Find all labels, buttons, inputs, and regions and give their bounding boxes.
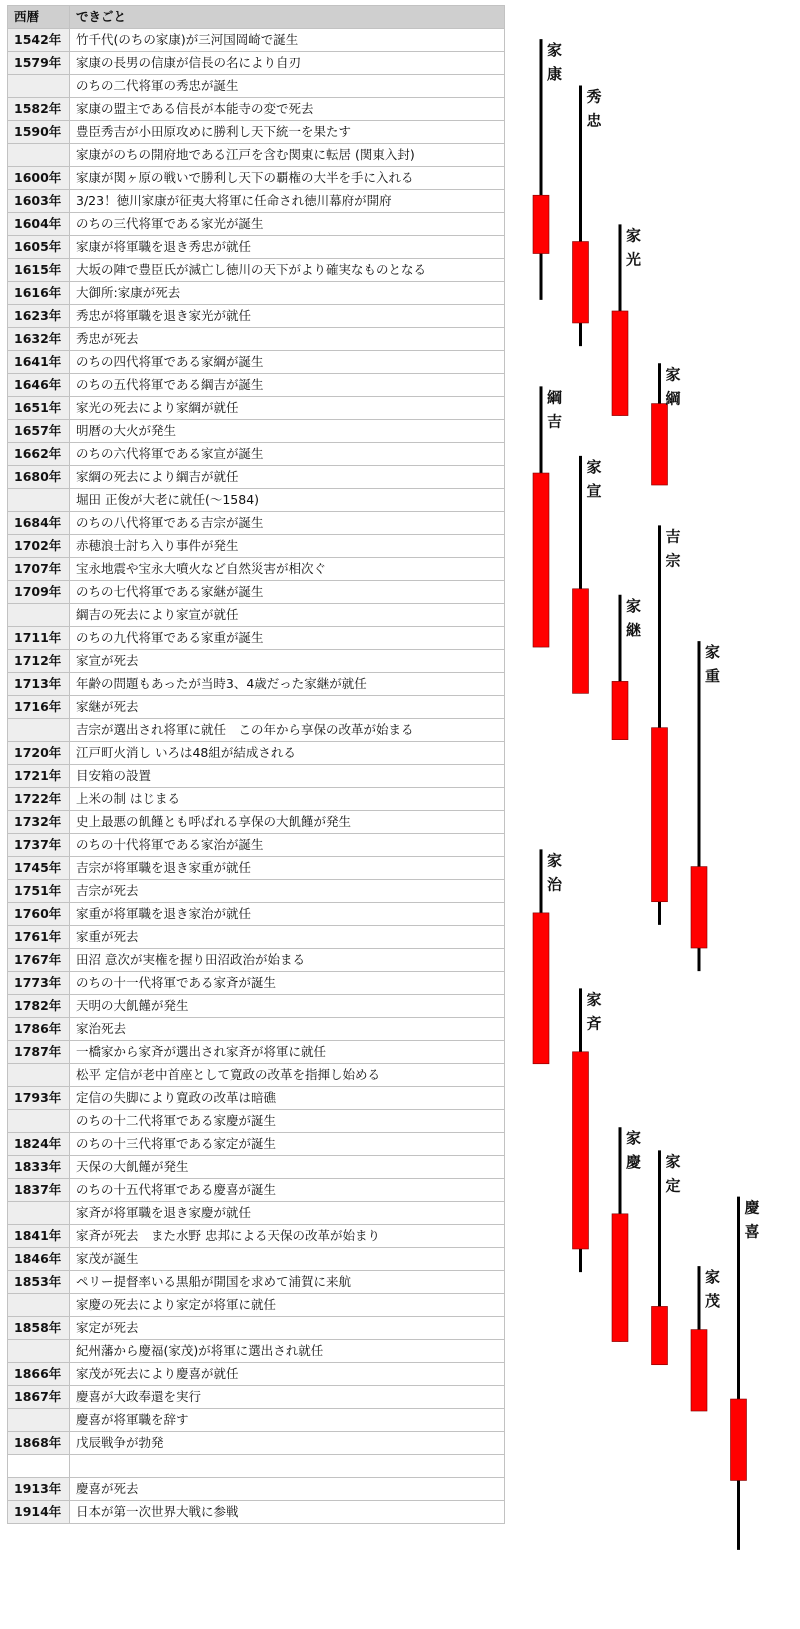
table-row bbox=[8, 627, 505, 650]
table-row bbox=[8, 512, 505, 535]
year-cell: 1590年 bbox=[8, 121, 70, 144]
table-row bbox=[8, 1409, 505, 1432]
year-cell: 1761年 bbox=[8, 926, 70, 949]
table-row bbox=[8, 1041, 505, 1064]
event-cell: 慶喜が将軍職を辞す bbox=[70, 1409, 505, 1432]
year-cell: 1623年 bbox=[8, 305, 70, 328]
shogun-name-label: 治 bbox=[547, 875, 563, 894]
table-row bbox=[8, 834, 505, 857]
header-event: できごと bbox=[70, 6, 505, 29]
table-row bbox=[8, 604, 505, 627]
event-cell: のちの五代将軍である綱吉が誕生 bbox=[70, 374, 505, 397]
year-cell: 1858年 bbox=[8, 1317, 70, 1340]
event-cell: 吉宗が将軍職を退き家重が就任 bbox=[70, 857, 505, 880]
shogun-name-label: 茂 bbox=[705, 1292, 721, 1311]
table-row bbox=[8, 489, 505, 512]
shogun-name-label: 家 bbox=[547, 851, 563, 870]
table-row bbox=[8, 1202, 505, 1225]
table-row bbox=[8, 581, 505, 604]
table-row bbox=[8, 259, 505, 282]
shogun-name-label: 家 bbox=[547, 41, 563, 60]
year-cell bbox=[8, 1202, 70, 1225]
year-cell: 1605年 bbox=[8, 236, 70, 259]
year-cell: 1657年 bbox=[8, 420, 70, 443]
shogun-name-label: 家 bbox=[665, 365, 681, 384]
reign-bar bbox=[612, 681, 628, 739]
year-cell: 1914年 bbox=[8, 1500, 70, 1523]
table-row bbox=[8, 1340, 505, 1363]
shogun-name-label: 家 bbox=[665, 1152, 681, 1171]
year-cell: 1632年 bbox=[8, 328, 70, 351]
shogun-name-label: 喜 bbox=[744, 1222, 760, 1241]
year-cell: 1615年 bbox=[8, 259, 70, 282]
reign-bar bbox=[652, 1306, 668, 1364]
event-cell: 天保の大飢饉が発生 bbox=[70, 1156, 505, 1179]
table-row bbox=[8, 420, 505, 443]
table-row bbox=[8, 397, 505, 420]
table-row bbox=[8, 926, 505, 949]
table-row bbox=[8, 1500, 505, 1523]
shogun-name-label: 慶 bbox=[744, 1198, 760, 1217]
event-cell: 史上最悪の飢饉とも呼ばれる享保の大飢饉が発生 bbox=[70, 811, 505, 834]
table-row bbox=[8, 1386, 505, 1409]
shogun-name-label: 宗 bbox=[665, 551, 681, 570]
year-cell bbox=[8, 75, 70, 98]
table-row bbox=[8, 1179, 505, 1202]
shogun-name-label: 家 bbox=[586, 457, 602, 476]
table-header-row bbox=[8, 6, 505, 29]
table-row bbox=[8, 121, 505, 144]
reign-bar bbox=[652, 728, 668, 902]
year-cell bbox=[8, 604, 70, 627]
event-cell: のちの六代将軍である家宣が誕生 bbox=[70, 443, 505, 466]
event-cell: 秀忠が死去 bbox=[70, 328, 505, 351]
table-row bbox=[8, 972, 505, 995]
table-row bbox=[8, 1225, 505, 1248]
year-cell: 1707年 bbox=[8, 558, 70, 581]
shogun-name-label: 定 bbox=[665, 1176, 681, 1195]
year-cell bbox=[8, 144, 70, 167]
shogun-name-label: 継 bbox=[626, 620, 642, 639]
table-row bbox=[8, 466, 505, 489]
event-cell: 家茂が誕生 bbox=[70, 1248, 505, 1271]
event-cell: 家斉が将軍職を退き家慶が就任 bbox=[70, 1202, 505, 1225]
event-cell: 豊臣秀吉が小田原攻めに勝利し天下統一を果たす bbox=[70, 121, 505, 144]
table-row bbox=[8, 719, 505, 742]
table-row bbox=[8, 1156, 505, 1179]
table-row bbox=[8, 1363, 505, 1386]
table-row bbox=[8, 1087, 505, 1110]
table-row bbox=[8, 1133, 505, 1156]
event-cell: 家綱の死去により綱吉が就任 bbox=[70, 466, 505, 489]
year-cell bbox=[8, 1064, 70, 1087]
event-cell: 家康の盟主である信長が本能寺の変で死去 bbox=[70, 98, 505, 121]
year-cell: 1579年 bbox=[8, 52, 70, 75]
event-cell: 家重が死去 bbox=[70, 926, 505, 949]
shogun-name-label: 忠 bbox=[586, 111, 602, 130]
shogun-name-label: 吉 bbox=[547, 412, 563, 431]
reign-bar bbox=[533, 913, 549, 1064]
reign-bar bbox=[533, 473, 549, 647]
shogun-name-label: 斉 bbox=[586, 1014, 602, 1033]
table-row bbox=[8, 305, 505, 328]
year-cell: 1542年 bbox=[8, 29, 70, 52]
year-cell: 1720年 bbox=[8, 742, 70, 765]
event-cell: 大坂の陣で豊臣氏が滅亡し徳川の天下がより確実なものとなる bbox=[70, 259, 505, 282]
table-row bbox=[8, 443, 505, 466]
year-cell: 1716年 bbox=[8, 696, 70, 719]
year-cell: 1867年 bbox=[8, 1386, 70, 1409]
event-cell: 3/23！徳川家康が征夷大将軍に任命され徳川幕府が開府 bbox=[70, 190, 505, 213]
table-row bbox=[8, 190, 505, 213]
year-cell bbox=[8, 1110, 70, 1133]
event-cell: ペリー提督率いる黒船が開国を求めて浦賀に来航 bbox=[70, 1271, 505, 1294]
event-cell: 家治死去 bbox=[70, 1018, 505, 1041]
shogun-name-label: 秀 bbox=[586, 87, 602, 106]
event-cell: のちの七代将軍である家継が誕生 bbox=[70, 581, 505, 604]
event-cell: 吉宗が死去 bbox=[70, 880, 505, 903]
event-cell: 家康が将軍職を退き秀忠が就任 bbox=[70, 236, 505, 259]
year-cell bbox=[8, 489, 70, 512]
event-cell: 大御所:家康が死去 bbox=[70, 282, 505, 305]
event-cell: 堀田 正俊が大老に就任(〜1584) bbox=[70, 489, 505, 512]
year-cell: 1732年 bbox=[8, 811, 70, 834]
reign-bar bbox=[691, 867, 707, 948]
year-cell bbox=[8, 1294, 70, 1317]
event-cell: 明暦の大火が発生 bbox=[70, 420, 505, 443]
header-year: 西暦 bbox=[8, 6, 70, 29]
event-cell: のちの十三代将軍である家定が誕生 bbox=[70, 1133, 505, 1156]
table-row bbox=[8, 351, 505, 374]
event-cell: 赤穂浪士討ち入り事件が発生 bbox=[70, 535, 505, 558]
event-cell: 家斉が死去 また水野 忠邦による天保の改革が始まり bbox=[70, 1225, 505, 1248]
event-cell: のちの四代将軍である家綱が誕生 bbox=[70, 351, 505, 374]
shogun-name-label: 吉 bbox=[665, 527, 681, 546]
table-row bbox=[8, 213, 505, 236]
year-cell: 1793年 bbox=[8, 1087, 70, 1110]
year-cell: 1751年 bbox=[8, 880, 70, 903]
year-cell bbox=[8, 719, 70, 742]
event-cell: のちの九代将軍である家重が誕生 bbox=[70, 627, 505, 650]
year-cell bbox=[8, 1455, 70, 1478]
year-cell: 1833年 bbox=[8, 1156, 70, 1179]
event-cell: 江戸町火消し いろは48組が結成される bbox=[70, 742, 505, 765]
year-cell bbox=[8, 1340, 70, 1363]
event-cell: のちの三代将軍である家光が誕生 bbox=[70, 213, 505, 236]
shogun-name-label: 家 bbox=[705, 1268, 721, 1287]
event-cell: 家康が関ヶ原の戦いで勝利し天下の覇権の大半を手に入れる bbox=[70, 167, 505, 190]
table-row bbox=[8, 75, 505, 98]
shogun-name-label: 慶 bbox=[626, 1153, 642, 1172]
event-cell: 家重が将軍職を退き家治が就任 bbox=[70, 903, 505, 926]
table-row bbox=[8, 880, 505, 903]
event-cell: 天明の大飢饉が発生 bbox=[70, 995, 505, 1018]
reign-bar bbox=[573, 1052, 589, 1249]
year-cell: 1651年 bbox=[8, 397, 70, 420]
table-row bbox=[8, 29, 505, 52]
event-cell: 秀忠が将軍職を退き家光が就任 bbox=[70, 305, 505, 328]
table-row bbox=[8, 167, 505, 190]
timeline-table bbox=[7, 5, 505, 1524]
table-row bbox=[8, 52, 505, 75]
table-row bbox=[8, 650, 505, 673]
event-cell: 家康がのちの開府地である江戸を含む関東に転居 (関東入封) bbox=[70, 144, 505, 167]
event-cell: 竹千代(のちの家康)が三河国岡崎で誕生 bbox=[70, 29, 505, 52]
event-cell: 家宣が死去 bbox=[70, 650, 505, 673]
reign-bar bbox=[533, 195, 549, 253]
year-cell: 1782年 bbox=[8, 995, 70, 1018]
shogun-lifespan-chart bbox=[515, 0, 800, 1629]
table-row bbox=[8, 1064, 505, 1087]
table-row bbox=[8, 1110, 505, 1133]
year-cell: 1722年 bbox=[8, 788, 70, 811]
year-cell: 1824年 bbox=[8, 1133, 70, 1156]
event-cell: のちの十一代将軍である家斉が誕生 bbox=[70, 972, 505, 995]
event-cell: 田沼 意次が実権を握り田沼政治が始まる bbox=[70, 949, 505, 972]
event-cell: 慶喜が死去 bbox=[70, 1477, 505, 1500]
event-cell: 松平 定信が老中首座として寛政の改革を指揮し始める bbox=[70, 1064, 505, 1087]
table-row bbox=[8, 236, 505, 259]
shogun-name-label: 家 bbox=[626, 1129, 642, 1148]
year-cell: 1846年 bbox=[8, 1248, 70, 1271]
table-row bbox=[8, 1317, 505, 1340]
shogun-name-label: 綱 bbox=[547, 388, 563, 407]
event-cell: のちの八代将軍である吉宗が誕生 bbox=[70, 512, 505, 535]
table-row bbox=[8, 328, 505, 351]
table-row bbox=[8, 144, 505, 167]
table-row bbox=[8, 696, 505, 719]
year-cell: 1603年 bbox=[8, 190, 70, 213]
year-cell: 1702年 bbox=[8, 535, 70, 558]
year-cell: 1684年 bbox=[8, 512, 70, 535]
year-cell: 1600年 bbox=[8, 167, 70, 190]
table-body bbox=[8, 29, 505, 1524]
event-cell: のちの十二代将軍である家慶が誕生 bbox=[70, 1110, 505, 1133]
table-row bbox=[8, 98, 505, 121]
event-cell: 家康の長男の信康が信長の名により自刃 bbox=[70, 52, 505, 75]
table-row bbox=[8, 1294, 505, 1317]
table-row bbox=[8, 995, 505, 1018]
event-cell bbox=[70, 1455, 505, 1478]
event-cell: 家慶の死去により家定が将軍に就任 bbox=[70, 1294, 505, 1317]
reign-bar bbox=[612, 311, 628, 416]
table-row bbox=[8, 1455, 505, 1478]
year-cell: 1841年 bbox=[8, 1225, 70, 1248]
table-row bbox=[8, 903, 505, 926]
shogun-name-label: 康 bbox=[547, 65, 563, 84]
event-cell: のちの十五代将軍である慶喜が誕生 bbox=[70, 1179, 505, 1202]
reign-bar bbox=[612, 1214, 628, 1342]
year-cell: 1582年 bbox=[8, 98, 70, 121]
reign-bar bbox=[691, 1330, 707, 1411]
year-cell: 1767年 bbox=[8, 949, 70, 972]
event-cell: 定信の失脚により寛政の改革は暗礁 bbox=[70, 1087, 505, 1110]
year-cell: 1721年 bbox=[8, 765, 70, 788]
shogun-name-label: 家 bbox=[626, 596, 642, 615]
year-cell: 1913年 bbox=[8, 1477, 70, 1500]
year-cell: 1711年 bbox=[8, 627, 70, 650]
year-cell: 1745年 bbox=[8, 857, 70, 880]
table-row bbox=[8, 1018, 505, 1041]
event-cell: 一橋家から家斉が選出され家斉が将軍に就任 bbox=[70, 1041, 505, 1064]
shogun-name-label: 家 bbox=[705, 643, 721, 662]
table-row bbox=[8, 1477, 505, 1500]
table-row bbox=[8, 374, 505, 397]
event-cell: 年齢の問題もあったが当時3、4歳だった家継が就任 bbox=[70, 673, 505, 696]
event-cell: 家定が死去 bbox=[70, 1317, 505, 1340]
table-row bbox=[8, 1271, 505, 1294]
table-row bbox=[8, 949, 505, 972]
year-cell: 1604年 bbox=[8, 213, 70, 236]
table-row bbox=[8, 811, 505, 834]
event-cell: 戊辰戦争が勃発 bbox=[70, 1432, 505, 1455]
event-cell: 紀州藩から慶福(家茂)が将軍に選出され就任 bbox=[70, 1340, 505, 1363]
event-cell: のちの十代将軍である家治が誕生 bbox=[70, 834, 505, 857]
year-cell: 1853年 bbox=[8, 1271, 70, 1294]
year-cell: 1680年 bbox=[8, 466, 70, 489]
shogun-name-label: 宣 bbox=[586, 481, 602, 500]
event-cell: 家継が死去 bbox=[70, 696, 505, 719]
table-row bbox=[8, 673, 505, 696]
event-cell: 家光の死去により家綱が就任 bbox=[70, 397, 505, 420]
table-row bbox=[8, 788, 505, 811]
reign-bar bbox=[731, 1399, 747, 1480]
table-row bbox=[8, 857, 505, 880]
event-cell: 上米の制 はじまる bbox=[70, 788, 505, 811]
table-row bbox=[8, 558, 505, 581]
year-cell: 1760年 bbox=[8, 903, 70, 926]
table-row bbox=[8, 765, 505, 788]
event-cell: 目安箱の設置 bbox=[70, 765, 505, 788]
reign-bar bbox=[573, 589, 589, 694]
year-cell: 1773年 bbox=[8, 972, 70, 995]
year-cell: 1786年 bbox=[8, 1018, 70, 1041]
year-cell: 1713年 bbox=[8, 673, 70, 696]
table-row bbox=[8, 282, 505, 305]
shogun-name-label: 綱 bbox=[665, 389, 681, 408]
shogun-name-label: 重 bbox=[705, 667, 721, 686]
event-cell: 宝永地震や宝永大噴火など自然災害が相次ぐ bbox=[70, 558, 505, 581]
year-cell bbox=[8, 1409, 70, 1432]
event-cell: 家茂が死去により慶喜が就任 bbox=[70, 1363, 505, 1386]
year-cell: 1616年 bbox=[8, 282, 70, 305]
year-cell: 1787年 bbox=[8, 1041, 70, 1064]
event-cell: 慶喜が大政奉還を実行 bbox=[70, 1386, 505, 1409]
year-cell: 1646年 bbox=[8, 374, 70, 397]
year-cell: 1866年 bbox=[8, 1363, 70, 1386]
event-cell: 日本が第一次世界大戦に参戦 bbox=[70, 1500, 505, 1523]
event-cell: 吉宗が選出され将軍に就任 この年から享保の改革が始まる bbox=[70, 719, 505, 742]
year-cell: 1837年 bbox=[8, 1179, 70, 1202]
reign-bar bbox=[652, 404, 668, 485]
year-cell: 1737年 bbox=[8, 834, 70, 857]
event-cell: のちの二代将軍の秀忠が誕生 bbox=[70, 75, 505, 98]
year-cell: 1868年 bbox=[8, 1432, 70, 1455]
shogun-name-label: 家 bbox=[626, 226, 642, 245]
table-row bbox=[8, 1248, 505, 1271]
year-cell: 1662年 bbox=[8, 443, 70, 466]
year-cell: 1712年 bbox=[8, 650, 70, 673]
table-row bbox=[8, 1432, 505, 1455]
table-row bbox=[8, 742, 505, 765]
shogun-name-label: 家 bbox=[586, 990, 602, 1009]
year-cell: 1709年 bbox=[8, 581, 70, 604]
table-row bbox=[8, 535, 505, 558]
reign-bar bbox=[573, 242, 589, 323]
shogun-name-label: 光 bbox=[626, 250, 642, 269]
year-cell: 1641年 bbox=[8, 351, 70, 374]
event-cell: 綱吉の死去により家宣が就任 bbox=[70, 604, 505, 627]
